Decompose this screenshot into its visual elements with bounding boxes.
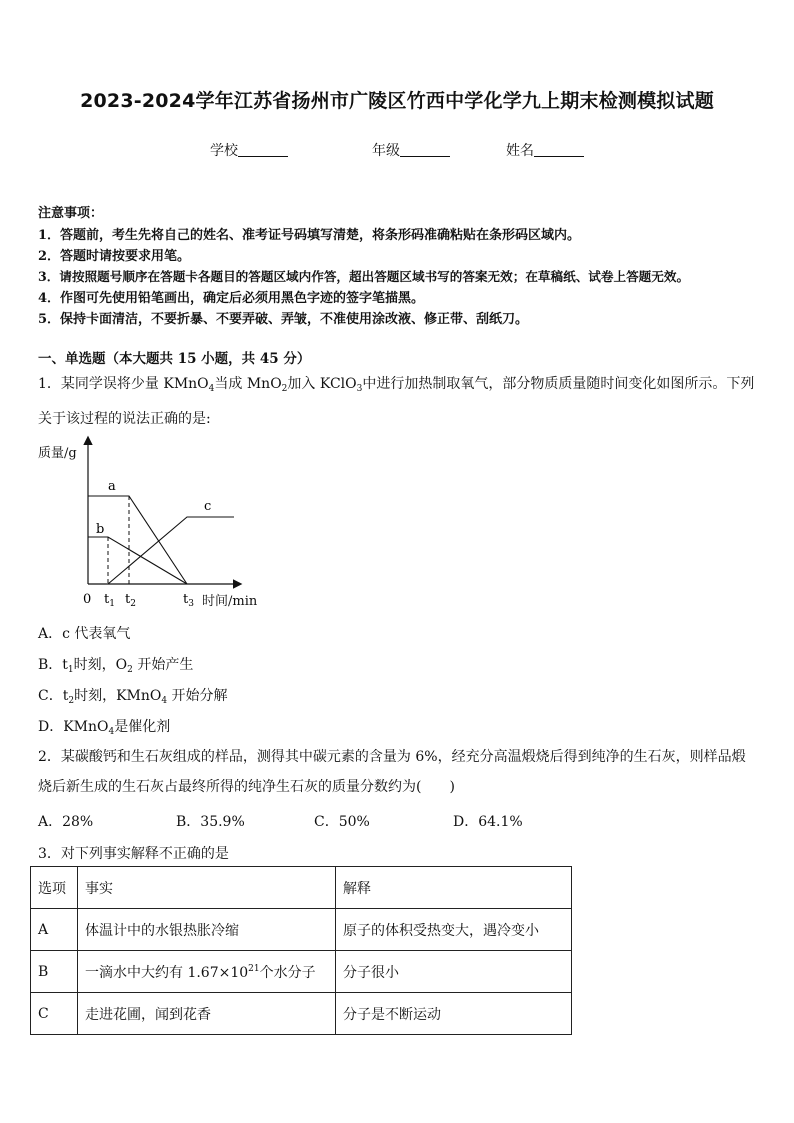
school-label: 学校 (210, 143, 238, 159)
q1-option-c: C．$t_2$时刻，KMnO$_4$ 开始分解 (38, 688, 228, 706)
q1-option-b: B．$t_1$时刻，$O_2$ 开始产生 (38, 657, 194, 675)
table-cell: 体温计中的水银热胀冷缩 (78, 909, 336, 951)
section-heading: 一、单选题（本大题共 15 小题，共 45 分） (38, 351, 311, 367)
notes-heading: 注意事项： (38, 206, 104, 221)
q2-option-b: B．35.9% (176, 814, 245, 830)
grade-label: 年级 (372, 143, 400, 159)
name-field (506, 140, 584, 160)
school-blank (238, 142, 288, 157)
q2-option-a: A．28% (38, 814, 94, 830)
exam-title: 2023-2024学年江苏省扬州市广陵区竹西中学化学九上期末检测模拟试题 (80, 90, 714, 112)
table-header-cell: 选项 (31, 867, 78, 909)
x-axis-label: 时间/min (202, 594, 258, 609)
table-cell: B (31, 951, 78, 993)
table-row (31, 993, 572, 1035)
series-label-c: c (204, 499, 212, 514)
tick-label-t3: $t_3$ (183, 592, 194, 609)
table-header-row (31, 867, 572, 909)
name-blank (534, 142, 584, 157)
table-cell: 分子是不断运动 (336, 993, 572, 1035)
series-line-a (88, 496, 187, 584)
note-item: 4．作图可先使用铅笔画出，确定后必须用黑色字迹的签字笔描黑。 (38, 291, 425, 306)
facts-table (30, 866, 572, 1035)
table-row (31, 951, 572, 993)
question-2-stem: 2．某碳酸钙和生石灰组成的样品，测得其中碳元素的含量为 6%，经充分高温煅烧后得到纯净的生石灰，则样品煅烧后新生成的生石灰占最终所得的纯净生石灰的质量分数约为( ) (38, 749, 746, 795)
tick-label-t2: $t_2$ (125, 592, 136, 609)
tick-label-t1: $t_1$ (104, 592, 115, 609)
series-label-a: a (108, 479, 116, 494)
series-label-b: b (96, 522, 105, 537)
table-cell: A (31, 909, 78, 951)
note-item: 3．请按照题号顺序在答题卡各题目的答题区域内作答，超出答题区域书写的答案无效；在草稿纸、试卷上答题无效。 (38, 269, 690, 284)
q2-option-c: C．50% (314, 814, 370, 830)
q1-option-d: D．KMnO$_4$是催化剂 (38, 719, 171, 737)
table-cell: C (31, 993, 78, 1035)
table-cell: 一滴水中大约有 $1.67\times 10^{21}$个水分子 (78, 951, 336, 993)
table-cell: 走进花圃，闻到花香 (78, 993, 336, 1035)
table-cell: 分子很小 (336, 951, 572, 993)
question-1-stem: 1．某同学误将少量 KMnO$_4$当成 MnO$_2$加入 KClO$_3$中进行加热制取氧气，部分物质质量随时间变化如图所示。下列关于该过程的说法正确的是: (38, 376, 755, 427)
mass-time-chart (34, 428, 274, 618)
tick-label-origin: 0 (83, 592, 92, 607)
name-label: 姓名 (506, 143, 534, 159)
table-cell: 原子的体积受热变大，遇冷变小 (336, 909, 572, 951)
q2-option-d: D．64.1% (453, 814, 523, 830)
table-header-cell: 解释 (336, 867, 572, 909)
school-field (210, 140, 288, 160)
note-item: 5．保持卡面清洁，不要折暴、不要弄破、弄皱，不准使用涂改液、修正带、刮纸刀。 (38, 312, 529, 327)
note-item: 1．答题前，考生先将自己的姓名、准考证号码填写清楚，将条形码准确粘贴在条形码区域内。 (38, 228, 581, 243)
y-axis-label: 质量/g (38, 446, 77, 461)
grade-blank (400, 142, 450, 157)
question-3-stem: 3．对下列事实解释不正确的是 (38, 846, 229, 862)
table-header-cell: 事实 (78, 867, 336, 909)
grade-field (372, 140, 450, 160)
q1-option-a: A．c 代表氧气 (38, 626, 131, 642)
table-row (31, 909, 572, 951)
note-item: 2．答题时请按要求用笔。 (38, 249, 191, 264)
